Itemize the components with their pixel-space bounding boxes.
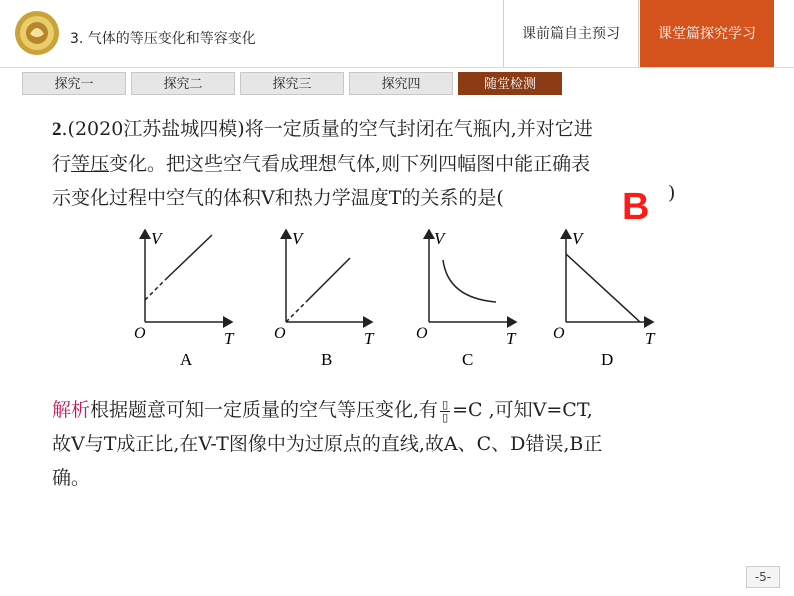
school-logo-icon [14,10,60,56]
tab-classroom-test[interactable]: 随堂检测 [458,72,562,95]
graph-b-y-label: V [292,229,303,248]
graph-d-y-label: V [572,229,583,248]
tab-explore-3[interactable]: 探究三 [240,72,344,95]
question-line-1-text: .(2020江苏盐城四模)将一定质量的空气封闭在气瓶内,并对它进 [61,118,593,140]
header-bar [0,0,794,68]
nav-divider [638,0,639,68]
fraction-numerator: ▯ [442,397,449,411]
header-divider [0,67,794,68]
tab-explore-4[interactable]: 探究四 [349,72,453,95]
analysis-line-1 [52,393,752,427]
analysis-label: 解析 [52,399,91,421]
analysis-text [52,393,752,495]
question-line-2-post: 变化。把这些空气看成理想气体,则下列四幅图中能正确表 [109,153,591,175]
underlined-keyword: 等压 [71,153,110,175]
tab-explore-2[interactable]: 探究二 [131,72,235,95]
question-line-2 [52,147,742,181]
graph-c-origin: O [416,325,428,342]
page-number: -5- [746,566,780,588]
nav-preview-button[interactable]: 课前篇自主预习 [522,26,620,42]
graph-b-origin: O [274,325,286,342]
question-line-3: 示变化过程中空气的体积V和热力学温度T的关系的是( [52,187,504,209]
analysis-line-2: 故V与T成正比,在V-T图像中为过原点的直线,故A、C、D错误,B正 [52,433,603,455]
graph-d-x-label: T [645,329,655,348]
tab-explore-1[interactable]: 探究一 [22,72,126,95]
graph-b-label: B [321,350,333,369]
analysis-line-1-rest: =C ,可知V=CT, [452,399,593,421]
close-paren: ) [668,182,676,204]
graph-c[interactable] [416,229,517,369]
answer-mark: B [622,186,650,228]
lesson-title: 3. 气体的等压变化和等容变化 [70,31,256,47]
graph-b-x-label: T [364,329,374,348]
question-line-1 [52,112,742,147]
nav-classroom-button[interactable]: 课堂篇探究学习 [640,0,774,68]
graph-b[interactable] [274,229,375,369]
fraction [440,399,450,424]
graph-c-x-label: T [506,329,516,348]
graph-c-y-label: V [434,229,445,248]
graph-d[interactable] [553,229,656,369]
graph-d-label: D [601,350,614,369]
graph-a-label: A [180,350,193,369]
question-line-2-pre: 行 [52,153,72,175]
analysis-line-1-text: 根据题意可知一定质量的空气等压变化,有 [90,399,439,421]
graph-d-origin: O [553,325,565,342]
graph-a-x-label: T [224,329,234,348]
fraction-denominator: ▯ [442,410,449,424]
question-number: 2 [52,119,62,140]
graph-a-y-label: V [151,229,162,248]
graph-c-label: C [462,350,474,369]
graph-a-origin: O [134,325,146,342]
graph-options [0,220,794,380]
analysis-line-3: 确。 [52,467,91,489]
graph-a[interactable] [134,229,235,369]
